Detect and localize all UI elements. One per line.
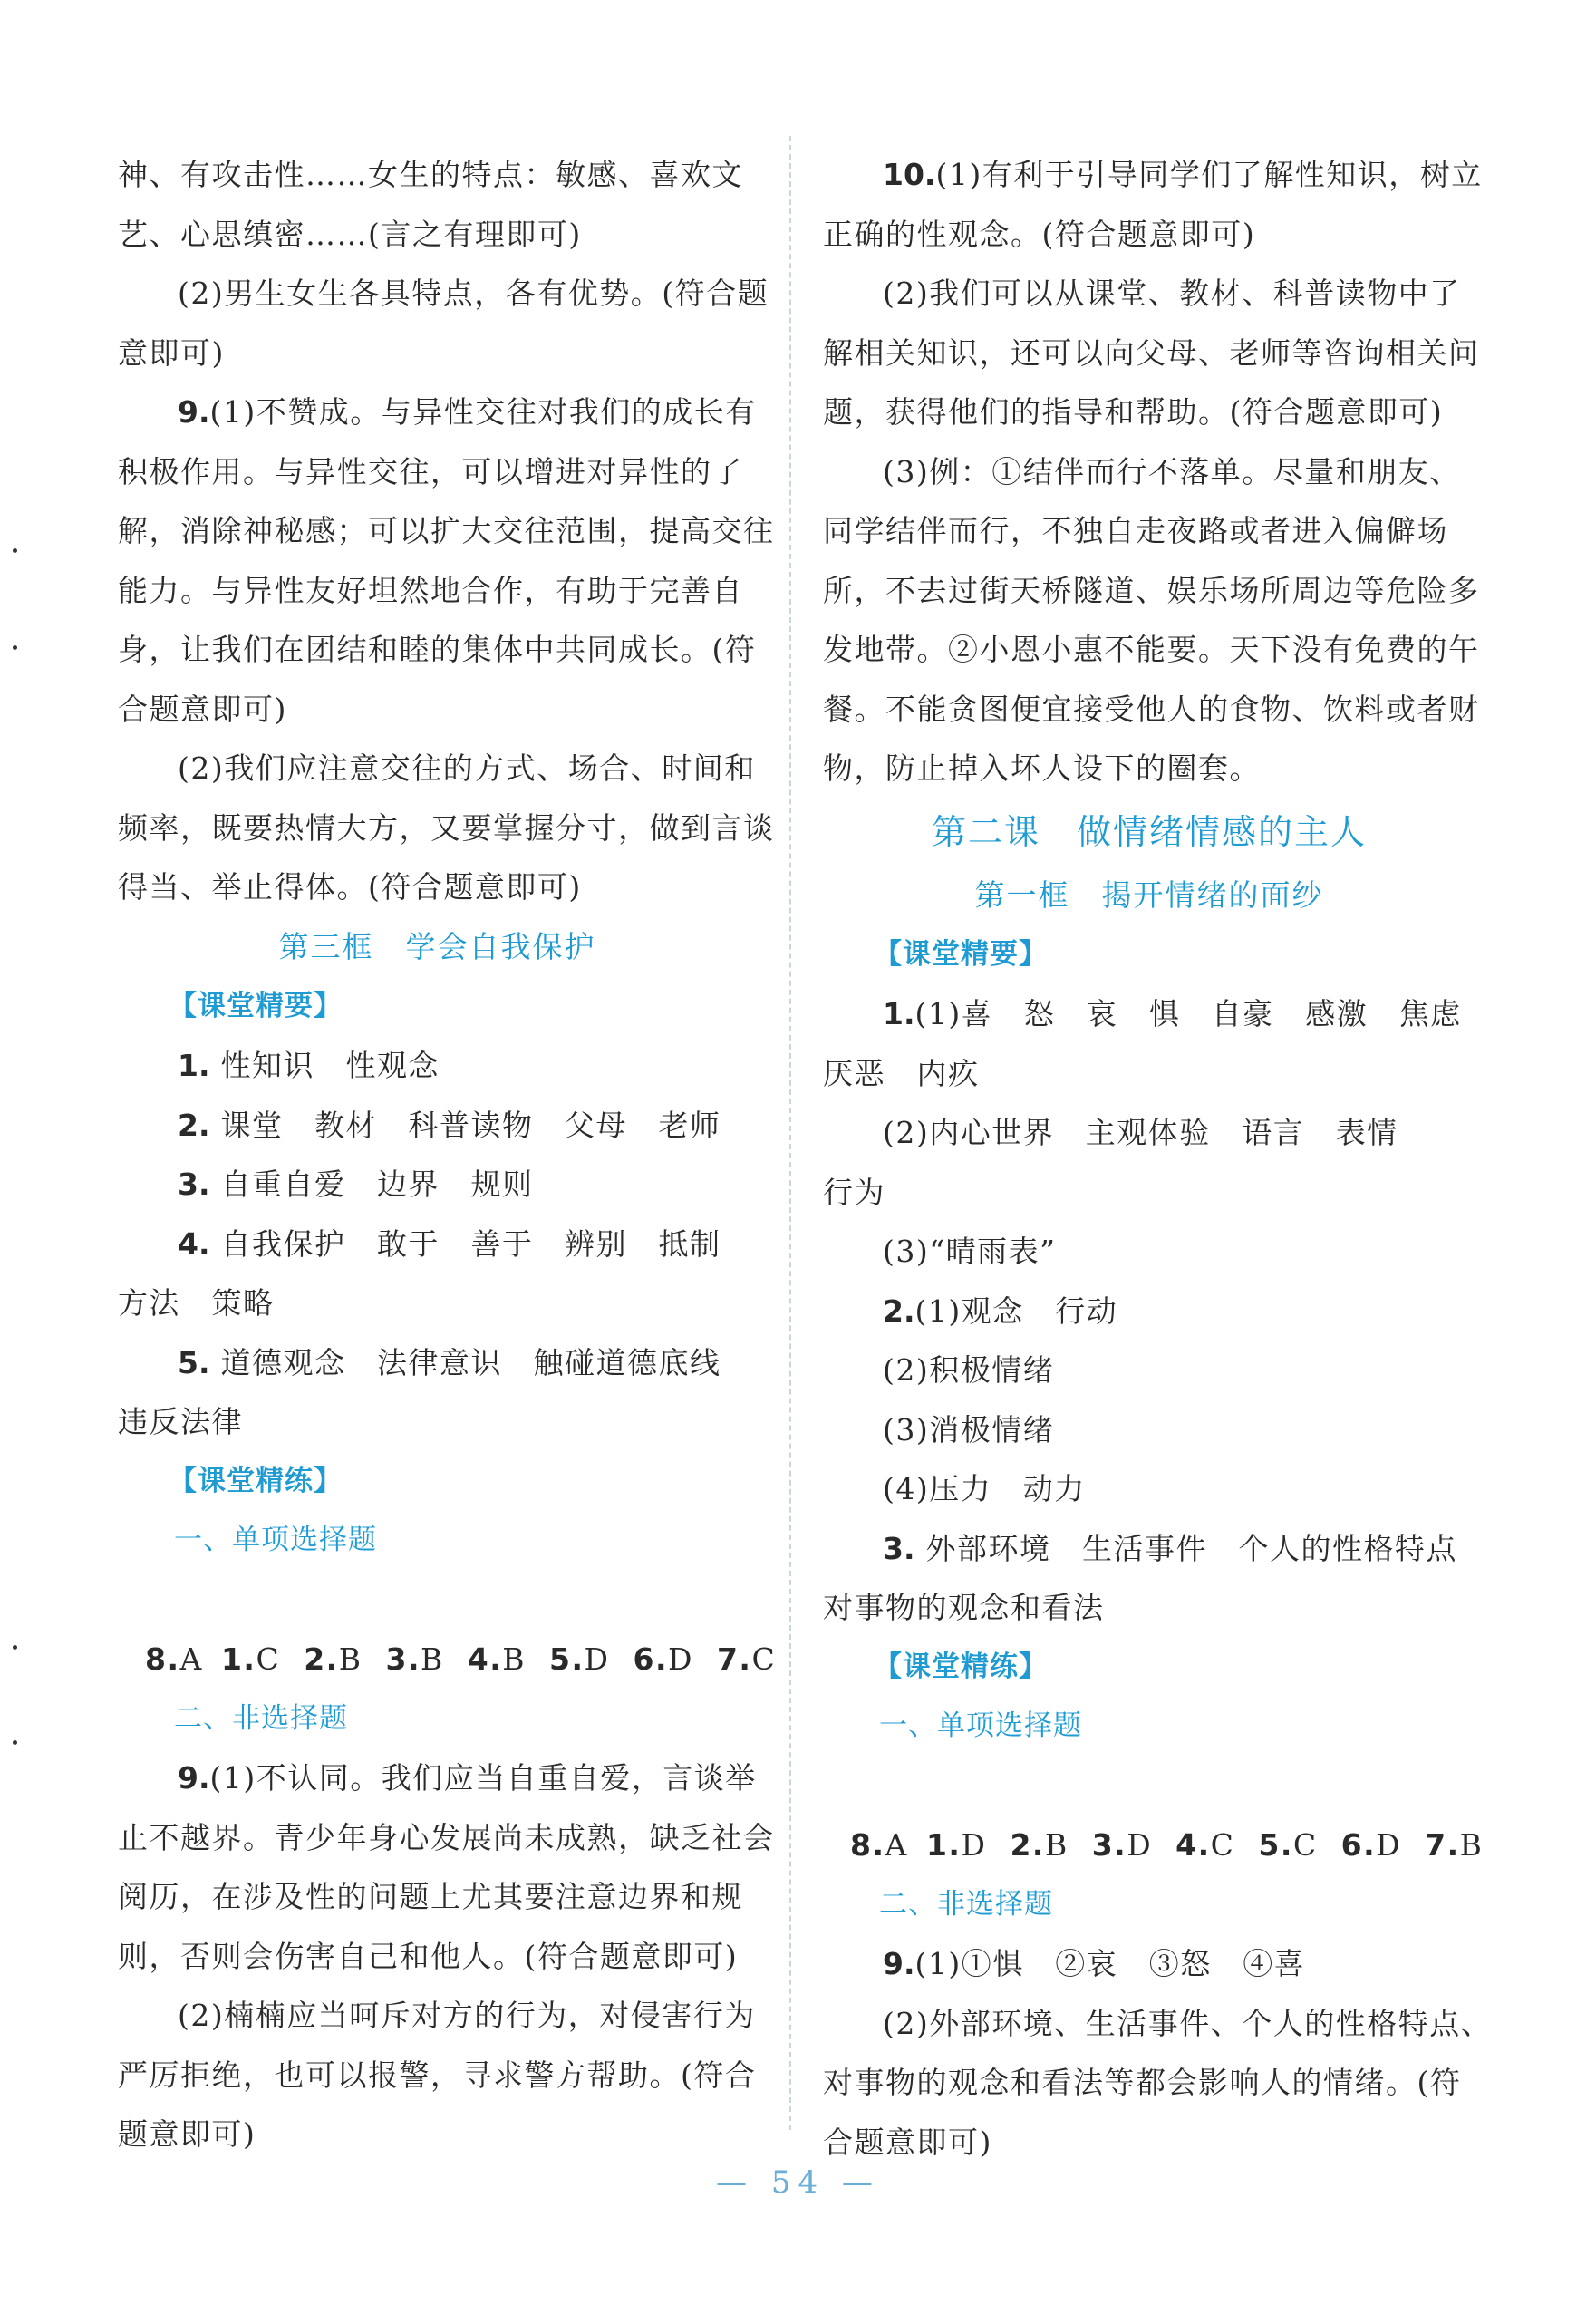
- item-number: 2.: [883, 1293, 915, 1329]
- column-divider: [789, 136, 791, 2130]
- lesson-title: 第二课 做情绪情感的主人: [931, 811, 1367, 852]
- item-text: (1)观念 行动: [914, 1293, 1118, 1329]
- item-number: 1.: [883, 996, 915, 1031]
- item-text: 对事物的观念和看法: [823, 1590, 1105, 1625]
- text-line: 神、有攻击性……女生的特点：敏感、喜欢文: [118, 157, 743, 192]
- text-line: 止不越界。青少年身心发展尚未成熟，缺乏社会: [118, 1819, 775, 1855]
- item-text: (2)积极情绪: [883, 1352, 1055, 1388]
- text-line: 积极作用。与异性交往，可以增进对异性的了: [118, 453, 743, 489]
- question-number: 9.: [883, 1946, 915, 1981]
- text-line: 餐。不能贪图便宜接受他人的食物、饮料或者财: [823, 691, 1480, 727]
- answer-row: 1.C 2.B 3.B 4.B 5.D 6.D 7.C: [220, 1641, 777, 1677]
- non-choice-heading: 二、非选择题: [879, 1887, 1053, 1921]
- text-line: 艺、心思缜密……(言之有理即可): [118, 216, 582, 252]
- item-number: 1.: [178, 1048, 210, 1083]
- item-text: (3)“晴雨表”: [883, 1234, 1057, 1269]
- text-line: 能力。与异性友好坦然地合作，有助于完善自: [118, 572, 743, 608]
- essentials-tag: 【课堂精要】: [169, 989, 343, 1022]
- left-column: 神、有攻击性……女生的特点：敏感、喜欢文 艺、心思缜密……(言之有理即可) (2)男生女生各具特点，各有优势。(符合题 意即可) 9.(1)不赞成。与异性交往对我们的成长有 积极作用。与异性交往，可以增进对异性的了 解，消除神秘感；可以扩大交往范围，提高交往 能力。与异性友好坦然地合作，有助于完善自 身，让我们在团结和睦的集体中共同成长。(符 合题意即可) (2)我们应注意交往的方式、场合、时间和 频率，既要热情大方，又要掌握分寸，做到言谈 得当、举止得体。(符合题意即可) 第三框 学会自我保护 【课堂精要】 1. 性知识 性观念 2. 课堂 教材 科普读物 父母 老师 3. 自重自爱 边界 规则 4. 自我保护 敢于 善于 辨别 抵制 方法 策略 5. 道德观念 法律意识 触碰道德底线 违反法律 【课堂精练】 一、单项选择题 1.C 2.B 3.B 4.B 5.D 6.D 7.C 8.A 二、非选择题 9.(1)不认同。我们应当自重自爱，言谈举 止不越界。青少年身心发展尚未成熟，缺乏社会 阅历，在涉及性的问题上尤其要注意边界和规 则，否则会伤害自己和他人。(符合题意即可) (2)楠楠应当呵斥对方的行为，对侵害行为 严厉拒绝，也可以报警，寻求警方帮助。(符合 题意即可): [118, 145, 757, 2164]
- essentials-tag: 【课堂精要】: [874, 937, 1048, 971]
- text-line: 则，否则会伤害自己和他人。(符合题意即可): [118, 1938, 739, 1974]
- text-line: (2)我们可以从课堂、教材、科普读物中了: [883, 276, 1461, 311]
- text-line: 合题意即可): [118, 691, 287, 727]
- text-line: 频率，既要热情大方，又要掌握分寸，做到言谈: [118, 809, 775, 846]
- item-text: (3)消极情绪: [883, 1411, 1055, 1447]
- item-text: 性知识 性观念: [209, 1048, 440, 1083]
- text-line: 解，消除神秘感；可以扩大交往范围，提高交往: [118, 513, 775, 548]
- single-choice-heading: 一、单项选择题: [879, 1709, 1082, 1742]
- item-text: 课堂 教材 科普读物 父母 老师: [209, 1107, 721, 1143]
- scan-dot: [13, 548, 17, 553]
- text-line: 题意即可): [118, 2116, 256, 2152]
- scan-dot: [13, 1740, 17, 1745]
- answer-row: 8.A: [145, 1641, 203, 1677]
- scan-dot: [13, 1645, 17, 1650]
- text-line: (2)楠楠应当呵斥对方的行为，对侵害行为: [178, 1998, 756, 2033]
- text-line: 发地带。②小恩小惠不能要。天下没有免费的午: [823, 632, 1480, 667]
- item-text: 行为: [823, 1174, 885, 1210]
- text-line: 严厉拒绝，也可以报警，寻求警方帮助。(符合: [118, 2057, 757, 2093]
- item-text: 外部环境 生活事件 个人的性格特点: [914, 1530, 1457, 1566]
- item-number: 3.: [883, 1530, 915, 1566]
- text-line: 题，获得他们的指导和帮助。(符合题意即可): [823, 394, 1444, 430]
- item-number: 3.: [178, 1167, 210, 1202]
- item-number: 2.: [178, 1107, 210, 1143]
- item-text: (1)喜 怒 哀 惧 自豪 感激 焦虑: [914, 996, 1462, 1031]
- text-line: 同学结伴而行，不独自走夜路或者进入偏僻场: [823, 513, 1448, 548]
- text-line: (2)我们应注意交往的方式、场合、时间和: [178, 750, 756, 786]
- text-line: 身，让我们在团结和睦的集体中共同成长。(符: [118, 632, 757, 667]
- question-number: 9.: [178, 1760, 210, 1796]
- item-text: 自我保护 敢于 善于 辨别 抵制: [209, 1225, 721, 1262]
- item-text: 厌恶 内疚: [823, 1055, 980, 1091]
- question-number: 9.: [178, 394, 210, 430]
- item-number: 5.: [178, 1344, 210, 1380]
- text-line: 对事物的观念和看法等都会影响人的情绪。(符: [823, 2065, 1462, 2100]
- item-text: (4)压力 动力: [883, 1471, 1086, 1506]
- answer-row: 1.D 2.B 3.D 4.C 5.C 6.D 7.B: [925, 1827, 1484, 1863]
- scan-dot: [13, 645, 17, 650]
- practice-tag: 【课堂精练】: [169, 1464, 343, 1497]
- item-text: 自重自爱 边界 规则: [209, 1167, 534, 1202]
- item-text: 道德观念 法律意识 触碰道德底线: [209, 1344, 721, 1380]
- non-choice-heading: 二、非选择题: [174, 1701, 348, 1735]
- item-text: 方法 策略: [118, 1285, 275, 1321]
- text-line: 正确的性观念。(符合题意即可): [823, 216, 1256, 252]
- item-number: 4.: [178, 1225, 210, 1262]
- text-line: 意即可): [118, 334, 225, 371]
- answer-row: 8.A: [850, 1827, 908, 1863]
- text-line: 合题意即可): [823, 2124, 992, 2160]
- frame-title: 第三框 学会自我保护: [278, 928, 596, 964]
- text-line: 解相关知识，还可以向父母、老师等咨询相关问: [823, 334, 1480, 371]
- item-text: 违反法律: [118, 1404, 243, 1439]
- text-line: (2)外部环境、生活事件、个人的性格特点、: [883, 2005, 1493, 2041]
- single-choice-heading: 一、单项选择题: [174, 1524, 377, 1556]
- text-line: 所，不去过街天桥隧道、娱乐场所周边等危险多: [823, 572, 1480, 608]
- practice-tag: 【课堂精练】: [874, 1650, 1048, 1683]
- text-line: 物，防止掉入坏人设下的圈套。: [823, 750, 1261, 786]
- page-number: — 54 —: [716, 2164, 880, 2201]
- right-column: 10.(1)有利于引导同学们了解性知识，树立 正确的性观念。(符合题意即可) (2)我们可以从课堂、教材、科普读物中了 解相关知识，还可以向父母、老师等咨询相关问 题，获得他们的指导和帮助。(符合题意即可) (3)例：①结伴而行不落单。尽量和朋友、 同学结伴而行，不独自走夜路或者进入偏僻场 所，不去过街天桥隧道、娱乐场所周边等危险多 发地带。②小恩小惠不能要。天下没有免费的午 餐。不能贪图便宜接受他人的食物、饮料或者财 物，防止掉入坏人设下的圈套。 第二课 做情绪情感的主人 第一框 揭开情绪的面纱 【课堂精要】 1.(1)喜 怒 哀 惧 自豪 感激 焦虑 厌恶 内疚 (2)内心世界 主观体验 语言 表情 行为 (3)“晴雨表” 2.(1)观念 行动 (2)积极情绪 (3)消极情绪 (4)压力 动力 3. 外部环境 生活事件 个人的性格特点 对事物的观念和看法 【课堂精练】 一、单项选择题 1.D 2.B 3.D 4.C 5.C 6.D 7.B 8.A 二、非选择题 9.(1)①惧 ②哀 ③怒 ④喜 (2)外部环境、生活事件、个人的性格特点、 对事物的观念和看法等都会影响人的情绪。(符 合题意即可): [823, 145, 1475, 2172]
- item-text: (2)内心世界 主观体验 语言 表情: [883, 1115, 1398, 1150]
- answer-9-line: 9.(1)不赞成。与异性交往对我们的成长有: [178, 394, 757, 430]
- text-line: 阅历，在涉及性的问题上尤其要注意边界和规: [118, 1879, 743, 1914]
- question-number: 10.: [883, 157, 936, 192]
- text-line: 得当、举止得体。(符合题意即可): [118, 869, 582, 905]
- text-line: (3)例：①结伴而行不落单。尽量和朋友、: [883, 453, 1461, 489]
- text-line: (2)男生女生各具特点，各有优势。(符合题: [178, 276, 769, 311]
- frame-title: 第一框 揭开情绪的面纱: [974, 876, 1324, 913]
